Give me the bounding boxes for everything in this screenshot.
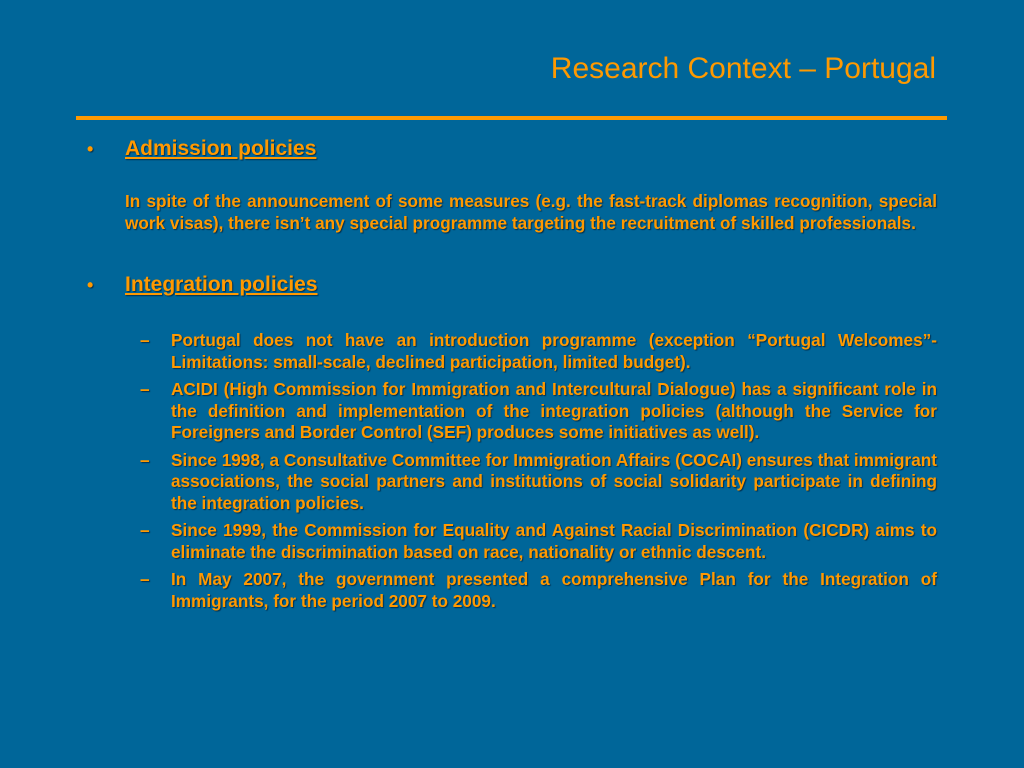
dash-icon: – — [140, 379, 150, 399]
admission-policies-paragraph: In spite of the announcement of some measures (e.g. the fast-track diplomas recognition, special work visas), there isn’t any special programme targeting the recruitment of skilled professionals. — [125, 191, 937, 233]
list-item-text: Since 1998, a Consultative Committee for Immigration Affairs (COCAI) ensures that immigrant associations, the social partners and institutions of social solidarity participate in defining the integration policies. — [171, 449, 937, 513]
list-item — [84, 450, 937, 515]
list-item — [84, 330, 937, 373]
list-item — [84, 379, 937, 444]
dash-icon: – — [140, 569, 150, 589]
title-divider — [76, 116, 947, 120]
integration-policies-label: Integration policies — [125, 273, 318, 296]
list-item — [84, 569, 937, 612]
bullet-icon: • — [87, 139, 94, 159]
list-item-text: In May 2007, the government presented a comprehensive Plan for the Integration of Immigrants, for the period 2007 to 2009. — [171, 569, 937, 611]
list-item-text: Portugal does not have an introduction programme (exception “Portugal Welcomes”- Limitations: small-scale, declined participation, limited budget). — [171, 330, 937, 372]
spacer — [84, 164, 937, 190]
section-integration-heading — [84, 270, 937, 300]
slide-title: Research Context – Portugal — [550, 52, 936, 85]
dash-icon: – — [140, 520, 150, 540]
admission-policies-label: Admission policies — [125, 137, 317, 160]
list-item-text: Since 1999, the Commission for Equality and Against Racial Discrimination (CICDR) aims to eliminate the discrimination based on race, nationality or ethnic descent. — [171, 520, 937, 562]
slide-content — [84, 134, 937, 618]
bullet-icon: • — [87, 275, 94, 295]
spacer — [84, 300, 937, 330]
dash-icon: – — [140, 330, 150, 350]
list-item — [84, 520, 937, 563]
list-item-text: ACIDI (High Commission for Immigration and Intercultural Dialogue) has a significant role in the definition and implementation of the integration policies (although the Service for Foreigners and Border Control (SEF) produces some initiatives as well). — [171, 379, 937, 442]
section-admission-heading — [84, 134, 937, 164]
spacer — [84, 234, 937, 270]
dash-icon: – — [140, 449, 150, 470]
